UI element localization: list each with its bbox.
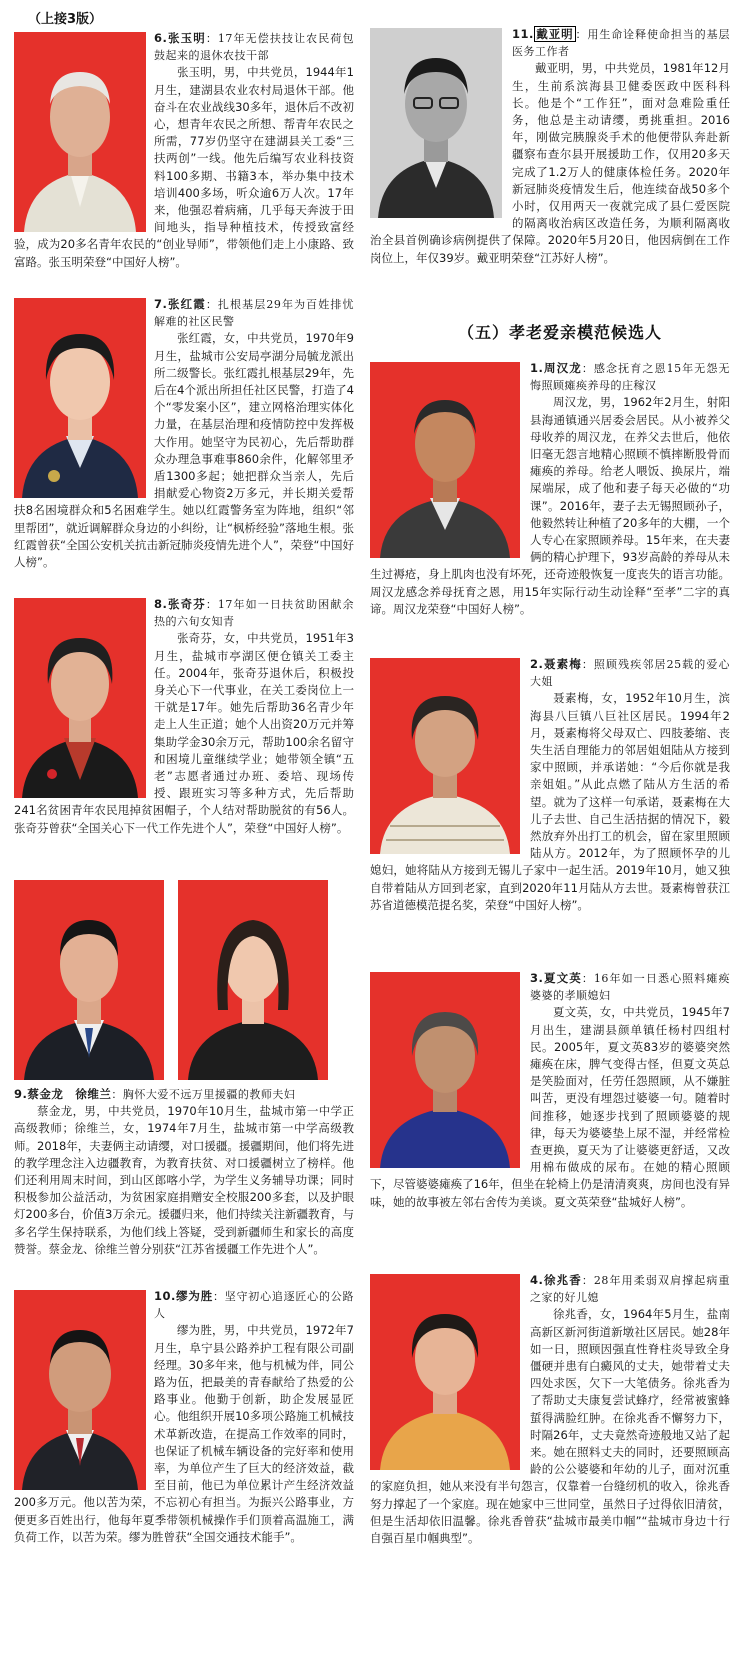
entry-body: 周汉龙，男，1962年2月生，射阳县海通镇通兴居委会居民。从小被养父母收养的周汉龙，在养父去世后，他依旧毫无怨言地精心照顾不慎摔断股骨而瘫痪的养母。给老人喂饭、换尿片，端屎端尿，成了他和妻子每天必做的“功课”。2016年，妻子去无锡照顾孙子，他毅然转让种植了20多年的大棚，一个人专心在家照顾养母。15年来，在夫妻俩的精心护理下，93岁高龄的养母从未生过褥疮，身上肌肉也没有坏死，还奇迹般恢复一度丧失的语言功能。周汉龙感念养母抚育之恩，用15年实际行动生动诠释“至孝”二字的真谛。周汉龙荣登“中国好人榜”。 <box>370 395 730 616</box>
entry-subtitle: ：28年用柔弱双肩撑起病重之家的好儿媳 <box>530 1274 731 1305</box>
entry-subtitle: ：感念抚育之恩15年无怨无悔照顾瘫痪养母的庄稼汉 <box>530 362 731 393</box>
entry-5-2: 2.聂素梅：照顾残疾邻居25载的爱心大姐 聂素梅，女，1952年10月生，滨海县八巨镇八巨社区居民。1994年2月，聂素梅将父母双亡、四肢萎缩、丧失生活自理能力的邻居姐姐陆从方接到家中照顾，并承诺她：“今后你就是我亲姐姐。”从此点燃了陆从方生活的希望。就为了这样一句承诺，聂素梅在大儿子去世、自己生活拮据的情况下，毅然放弃外出打工的机会，留在家里照顾陆从方。2012年，为了照顾怀孕的儿媳妇，她将陆从方接到无锡儿子家中一起生活。2019年10月，她又独自带着陆从方回到老家，直到2020年11月陆从方去世。聂素梅曾获江苏省道德模范提名奖，荣登“中国好人榜”。 <box>370 656 730 914</box>
portrait-photo <box>370 28 502 218</box>
couple-photos <box>14 880 354 1080</box>
entry-body: 蔡金龙，男，中共党员，1970年10月生，盐城市第一中学正高级教师；徐维兰，女，1974年7月生，盐城市第一中学高级教师。2018年，夫妻俩主动请缨，对口援疆。援疆期间，他们将先进的教学理念注入边疆教育，为教育扶贫、对口援疆树立了榜样。他们还利用周末时间，到山区郎喀小学，为学生义务辅导功课；同时积极参加公益活动，为贫困家庭捐赠安全校服200多套，以及护眼灯200多台，价值3万余元。援疆归来，他们持续关注新疆教育，与多名学生保持联系，为他们线上答疑，受到新疆师生和家长的高度赞誉。蔡金龙、徐维兰曾分别获“江苏省援疆工作先进个人”。 <box>14 1104 354 1256</box>
portrait-photo <box>14 32 146 232</box>
person-name: 张奇芬 <box>167 597 206 611</box>
entry-10: 10.缪为胜：坚守初心追逐匠心的公路人 缪为胜，男，中共党员，1972年7月生，阜宁县公路养护工程有限公司副经理。30多年来，他与机械为伴，同公路为伍，把最美的青春献给了热爱的公路事业。他勤于创新，助企发展显匠心。他组织开展10多项公路施工机械技术革新改造，在提高工作效率的同时，也保证了机械车辆设备的完好率和使用率，为单位产生了巨大的经济效益，截至目前，他已为单位累计产生经济效益200多万元。他以苦为荣，不忘初心有担当。为振兴公路事业，方便更多百姓出行，他每年夏季带领机械操作手们顶着高温施工，满负荷工作，以苦为荣。缪为胜曾获“全国交通技术能手”。 <box>14 1288 354 1546</box>
person-name: 聂素梅 <box>543 657 582 671</box>
entry-5-1: 1.周汉龙：感念抚育之恩15年无怨无悔照顾瘫痪养母的庄稼汉 周汉龙，男，1962年2月生，射阳县海通镇通兴居委会居民。从小被养父母收养的周汉龙，在养父去世后，他依旧毫无怨言地精心照顾不慎摔断股骨而瘫痪的养母。给老人喂饭、换尿片，端屎端尿，成了他和妻子每天必做的“功课”。2016年，妻子去无锡照顾孙子，他毅然转让种植了20多年的大棚，一个人专心在家照顾养母。15年来，在夫妻俩的精心护理下，93岁高龄的养母从未生过褥疮，身上肌肉也没有坏死，还奇迹般恢复一度丧失的语言功能。周汉龙感念养母抚育之恩，用15年实际行动生动诠释“至孝”二字的真谛。周汉龙荣登“中国好人榜”。 <box>370 360 730 618</box>
entry-body: 张玉明，男，中共党员，1944年1月生，建湖县农业农村局退休干部。他奋斗在农业战线30多年，退休后不改初心，想青年农民之所想、帮青年农民之所需，77岁仍坚守在建湖县关工委“三扶两创”一线。他先后编写农业科技资料100多期、书籍3本，举办集中技术培训400多场，听众逾6万人次。17年来，他强忍着病痛，几乎每天奔波于田间地头，指导种植技术，传授致富经验，成为20多名青年农民的“创业导师”，带领他们走上小康路、致富路。张玉明荣登“中国好人榜”。 <box>14 65 354 269</box>
portrait-photo-husband <box>14 880 164 1084</box>
person-name: 张玉明 <box>167 31 206 45</box>
section-title: （五）孝老爱亲模范候选人 <box>457 323 662 342</box>
portrait-photo <box>370 658 520 854</box>
entry-subtitle: ：16年如一日悉心照料瘫痪婆婆的孝顺媳妇 <box>530 972 731 1003</box>
entry-7: 7.张红霞：扎根基层29年为百姓排忧解难的社区民警 张红霞，女，中共党员，1970年9月生，盐城市公安局亭湖分局毓龙派出所二级警长。张红霞扎根基层29年，先后在4个派出所担任社区民警，打造了4个“零发案小区”，建立网格治理实体化力量，在基层治理和疫情防控中发挥极大作用。她坚守为民初心，先后帮助群众办理急事难事860余件，化解邻里矛盾1300多起；她把群众当亲人，先后捐献爱心物资2万多元，并长期关爱帮扶8名困境群众和5名困难学生。她以红霞警务室为阵地，组织“邻里帮团”，就近调解群众身边的小纠纷，让“枫桥经验”落地生根。张红霞曾获“全国公安机关抗击新冠肺炎疫情先进个人”，荣登“中国好人榜”。 <box>14 296 354 571</box>
entry-body: 夏文英，女，中共党员，1945年7月出生，建湖县颜单镇任杨村四组村民。2005年，夏文英83岁的婆婆突然瘫痪在床，脾气变得古怪，但夏文英总是笑脸面对，任劳任怨照顾，从不嫌脏叫苦，更没有埋怨过婆婆一句。随着时间推移，她逐步找到了照顾婆婆的规律，每天为婆婆垫上尿不湿，并经常检查更换，夏天为了让婆婆更舒适，又改用棉布做成的尿布。在她的精心照顾下，尽管婆婆瘫痪了16年，但坐在轮椅上仍是清清爽爽，房间也没有异味，她的故事被左邻右舍传为美谈。夏文英荣登“盐城好人榜”。 <box>370 1005 730 1209</box>
portrait-photo <box>14 1290 146 1490</box>
entry-5-4: 4.徐兆香：28年用柔弱双肩撑起病重之家的好儿媳 徐兆香，女，1964年5月生，盐南高新区新河街道新墩社区居民。她28年如一日，照顾因强直性脊柱炎导致全身僵硬并患有白癜风的丈夫，她带着丈夫四处求医，欠下一大笔债务。徐兆香为了帮助丈夫康复尝试蜂疗，经常被蜜蜂蜇得满脸红肿。在徐兆香不懈努力下，时隔26年，丈夫竟然奇迹般地又站了起来。她在照料丈夫的同时，还要照顾高龄的公公婆婆和年幼的儿子，面对沉重的家庭负担，她从来没有半句怨言，仅靠着一台缝纫机的收入，徐兆香努力撑起了一个家庭。现在她家中三世同堂，虽然日子过得依旧清贫，但是生活却依旧温馨。徐兆香曾获“盐城市最美巾帼”“盐城市身边十行自强百星巾帼典型”。 <box>370 1272 730 1547</box>
continued-note: （上接3版） <box>28 12 103 27</box>
entry-5-3: 3.夏文英：16年如一日悉心照料瘫痪婆婆的孝顺媳妇 夏文英，女，中共党员，1945年7月出生，建湖县颜单镇任杨村四组村民。2005年，夏文英83岁的婆婆突然瘫痪在床，脾气变得古怪，但夏文英总是笑脸面对，任劳任怨照顾，从不嫌脏叫苦，更没有埋怨过婆婆一句。随着时间推移，她逐步找到了照顾婆婆的规律，每天为婆婆垫上尿不湿，并经常检查更换，夏天为了让婆婆更舒适，又改用棉布做成的尿布。在她的精心照顾下，尽管婆婆瘫痪了16年，但坐在轮椅上仍是清清爽爽，房间也没有异味，她的故事被左邻右舍传为美谈。夏文英荣登“盐城好人榜”。 <box>370 970 730 1211</box>
person-name: 戴亚明 <box>535 27 574 41</box>
portrait-photo-wife <box>178 880 328 1084</box>
entry-subtitle: ：用生命诠释使命担当的基层医务工作者 <box>512 28 730 59</box>
portrait-photo <box>370 1274 520 1470</box>
person-name: 张红霞 <box>167 297 206 311</box>
entry-subtitle: ：坚守初心追逐匠心的公路人 <box>154 1290 355 1321</box>
entry-subtitle: ：胸怀大爱不远万里援疆的教师夫妇 <box>111 1088 296 1101</box>
entry-6: 6.张玉明：17年无偿扶技让农民荷包鼓起来的退休农技干部 张玉明，男，中共党员，1944年1月生，建湖县农业农村局退休干部。他奋斗在农业战线30多年，退休后不改初心，想青年农民之所想、帮青年农民之所需，77岁仍坚守在建湖县关工委“三扶两创”一线。他先后编写农业科技资料100多期、书籍3本，举办集中技术培训400多场，听众逾6万人次。17年来，他强忍着病痛，几乎每天奔波于田间地头，指导种植技术，传授致富经验，成为20多名青年农民的“创业导师”，带领他们走上小康路、致富路。张玉明荣登“中国好人榜”。 <box>14 30 354 271</box>
entry-body: 聂素梅，女，1952年10月生，滨海县八巨镇八巨社区居民。1994年2月，聂素梅将父母双亡、四肢萎缩、丧失生活自理能力的邻居姐姐陆从方接到家中照顾，并承诺她：“今后你就是我亲姐姐。”从此点燃了陆从方生活的希望。就为了这样一句承诺，聂素梅在大儿子去世、自己生活拮据的情况下，毅然放弃外出打工的机会，留在家里照顾陆从方。2012年，为了照顾怀孕的儿媳妇，她将陆从方接到无锡儿子家中一起生活。2019年10月，她又独自带着陆从方回到老家，直到2020年11月陆从方去世。聂素梅曾获江苏省道德模范提名奖，荣登“中国好人榜”。 <box>370 691 730 912</box>
entry-subtitle: ：17年如一日扶贫助困献余热的六旬女知青 <box>154 598 355 629</box>
entry-body: 张奇芬，女，中共党员，1951年3月生，盐城市亭湖区便仓镇关工委主任。2004年，张奇芬退休后，积极投身关心下一代事业，在关工委岗位上一干就是17年。她先后帮助36名青少年走上人生正道；她个人出资20万元并筹集助学金30余万元，帮助100余名留守和困境儿童继续学业；她带领全镇“五老”志愿者通过办班、委培、现场传授、跟班实习等多种方式，先后帮助241名贫困青年农民甩掉贫困帽子，个人结对帮助脱贫的有56人。张奇芬曾获“全国关心下一代工作先进个人”，荣登“中国好人榜”。 <box>14 631 354 835</box>
entry-body: 戴亚明，男，中共党员，1981年12月生，生前系滨海县卫健委医政中医科科长。他是个“工作狂”，面对急难险重任务，他总是主动请缨，勇挑重担。2016年，刚做完胰腺炎手术的他便带队奔赴新疆察布查尔县开展援助工作，仅用20多天完成了1.2万人的健康体检任务。2020年新冠肺炎疫情发生后，他连续奋战50多个小时，仅用两天一夜就完成了县仁爱医院的隔离收治病区改造任务，为顺利隔离收治全县首例确诊病例提供了保障。2020年5月20日，他因病倒在工作岗位上，年仅39岁。戴亚明荣登“江苏好人榜”。 <box>370 61 730 265</box>
entry-body: 张红霞，女，中共党员，1970年9月生，盐城市公安局亭湖分局毓龙派出所二级警长。张红霞扎根基层29年，先后在4个派出所担任社区民警，打造了4个“零发案小区”，建立网格治理实体化力量，在基层治理和疫情防控中发挥极大作用。她坚守为民初心，先后帮助群众办理急事难事860余件，化解邻里矛盾1300多起；她把群众当亲人，先后捐献爱心物资2万多元，并长期关爱帮扶8名困境群众和5名困难学生。她以红霞警务室为阵地，组织“邻里帮团”，就近调解群众身边的小纠纷，让“枫桥经验”落地生根。张红霞曾获“全国公安机关抗击新冠肺炎疫情先进个人”，荣登“中国好人榜”。 <box>14 331 354 570</box>
portrait-photo <box>14 298 146 498</box>
entry-subtitle: ：扎根基层29年为百姓排忧解难的社区民警 <box>154 298 355 329</box>
entry-11: 11. 戴亚明 ：用生命诠释使命担当的基层医务工作者 戴亚明，男，中共党员，1981年12月生，生前系滨海县卫健委医政中医科科长。他是个“工作狂”，面对急难险重任务，他总是主动请缨，勇挑重担。2016年，刚做完胰腺炎手术的他便带队奔赴新疆察布查尔县开展援助工作，仅用20多天完成了1.2万人的健康体检任务。2020年新冠肺炎疫情发生后，他连续奋战50多个小时，仅用两天一夜就完成了县仁爱医院的隔离收治病区改造任务，为顺利隔离收治全县首例确诊病例提供了保障。2020年5月20日，他因病倒在工作岗位上，年仅39岁。戴亚明荣登“江苏好人榜”。 <box>370 26 730 267</box>
entry-9: 9.蔡金龙 徐维兰：胸怀大爱不远万里援疆的教师夫妇 蔡金龙，男，中共党员，1970年10月生，盐城市第一中学正高级教师；徐维兰，女，1974年7月生，盐城市第一中学高级教师。2018年，夫妻俩主动请缨，对口援疆。援疆期间，他们将先进的教学理念注入边疆教育，为教育扶贫、对口援疆树立了榜样。他们还利用周末时间，到山区郎喀小学，为学生义务辅导功课；同时积极参加公益活动，为贫困家庭捐赠安全校服200多套，以及护眼灯200多台，价值3万余元。援疆归来，他们持续关注新疆教育，与多名学生保持联系，为他们线上答疑，受到新疆师生和家长的高度赞誉。蔡金龙、徐维兰曾分别获“江苏省援疆工作先进个人”。 <box>14 1086 354 1258</box>
entry-body: 徐兆香，女，1964年5月生，盐南高新区新河街道新墩社区居民。她28年如一日，照顾因强直性脊柱炎导致全身僵硬并患有白癜风的丈夫，她带着丈夫四处求医，欠下一大笔债务。徐兆香为了帮助丈夫康复尝试蜂疗，经常被蜜蜂蜇得满脸红肿。在徐兆香不懈努力下，时隔26年，丈夫竟然奇迹般地又站了起来。她在照料丈夫的同时，还要照顾高龄的公公婆婆和年幼的儿子，面对沉重的家庭负担，她从来没有半句怨言，仅靠着一台缝纫机的收入，徐兆香努力撑起了一个家庭。现在她家中三世同堂，虽然日子过得依旧清贫，但是生活却依旧温馨。徐兆香曾获“盐城市最美巾帼”“盐城市身边十行自强百星巾帼典型”。 <box>370 1307 730 1546</box>
portrait-photo <box>370 362 520 558</box>
portrait-photo <box>370 972 520 1168</box>
portrait-photo <box>14 598 146 798</box>
entry-8: 8.张奇芬：17年如一日扶贫助困献余热的六旬女知青 张奇芬，女，中共党员，1951年3月生，盐城市亭湖区便仓镇关工委主任。2004年，张奇芬退休后，积极投身关心下一代事业，在关工委岗位上一干就是17年。她先后帮助36名青少年走上人生正道；她个人出资20万元并筹集助学金30余万元，帮助100余名留守和困境儿童继续学业；她带领全镇“五老”志愿者通过办班、委培、现场传授、跟班实习等多种方式，先后帮助241名贫困青年农民甩掉贫困帽子，个人结对帮助脱贫的有56人。张奇芬曾获“全国关心下一代工作先进个人”，荣登“中国好人榜”。 <box>14 596 354 837</box>
person-name: 缪为胜 <box>175 1289 213 1303</box>
entry-subtitle: ：照顾残疾邻居25载的爱心大姐 <box>530 658 731 689</box>
entry-subtitle: ：17年无偿扶技让农民荷包鼓起来的退休农技干部 <box>154 32 355 63</box>
person-name: 蔡金龙 徐维兰 <box>27 1087 112 1101</box>
person-name: 徐兆香 <box>543 1273 582 1287</box>
entry-body: 缪为胜，男，中共党员，1972年7月生，阜宁县公路养护工程有限公司副经理。30多年来，他与机械为伴，同公路为伍，把最美的青春献给了热爱的公路事业。他勤于创新，助企发展显匠心。他组织开展10多项公路施工机械技术革新改造，在提高工作效率的同时，也保证了机械车辆设备的完好率和使用率，为单位产生了巨大的经济效益，截至目前，他已为单位累计产生经济效益200多万元。他以苦为荣，不忘初心有担当。为振兴公路事业，方便更多百姓出行，他每年夏季带领机械操作手们顶着高温施工，满负荷工作，以苦为荣。缪为胜曾获“全国交通技术能手”。 <box>14 1323 354 1544</box>
person-name: 夏文英 <box>543 971 582 985</box>
person-name: 周汉龙 <box>543 361 582 375</box>
